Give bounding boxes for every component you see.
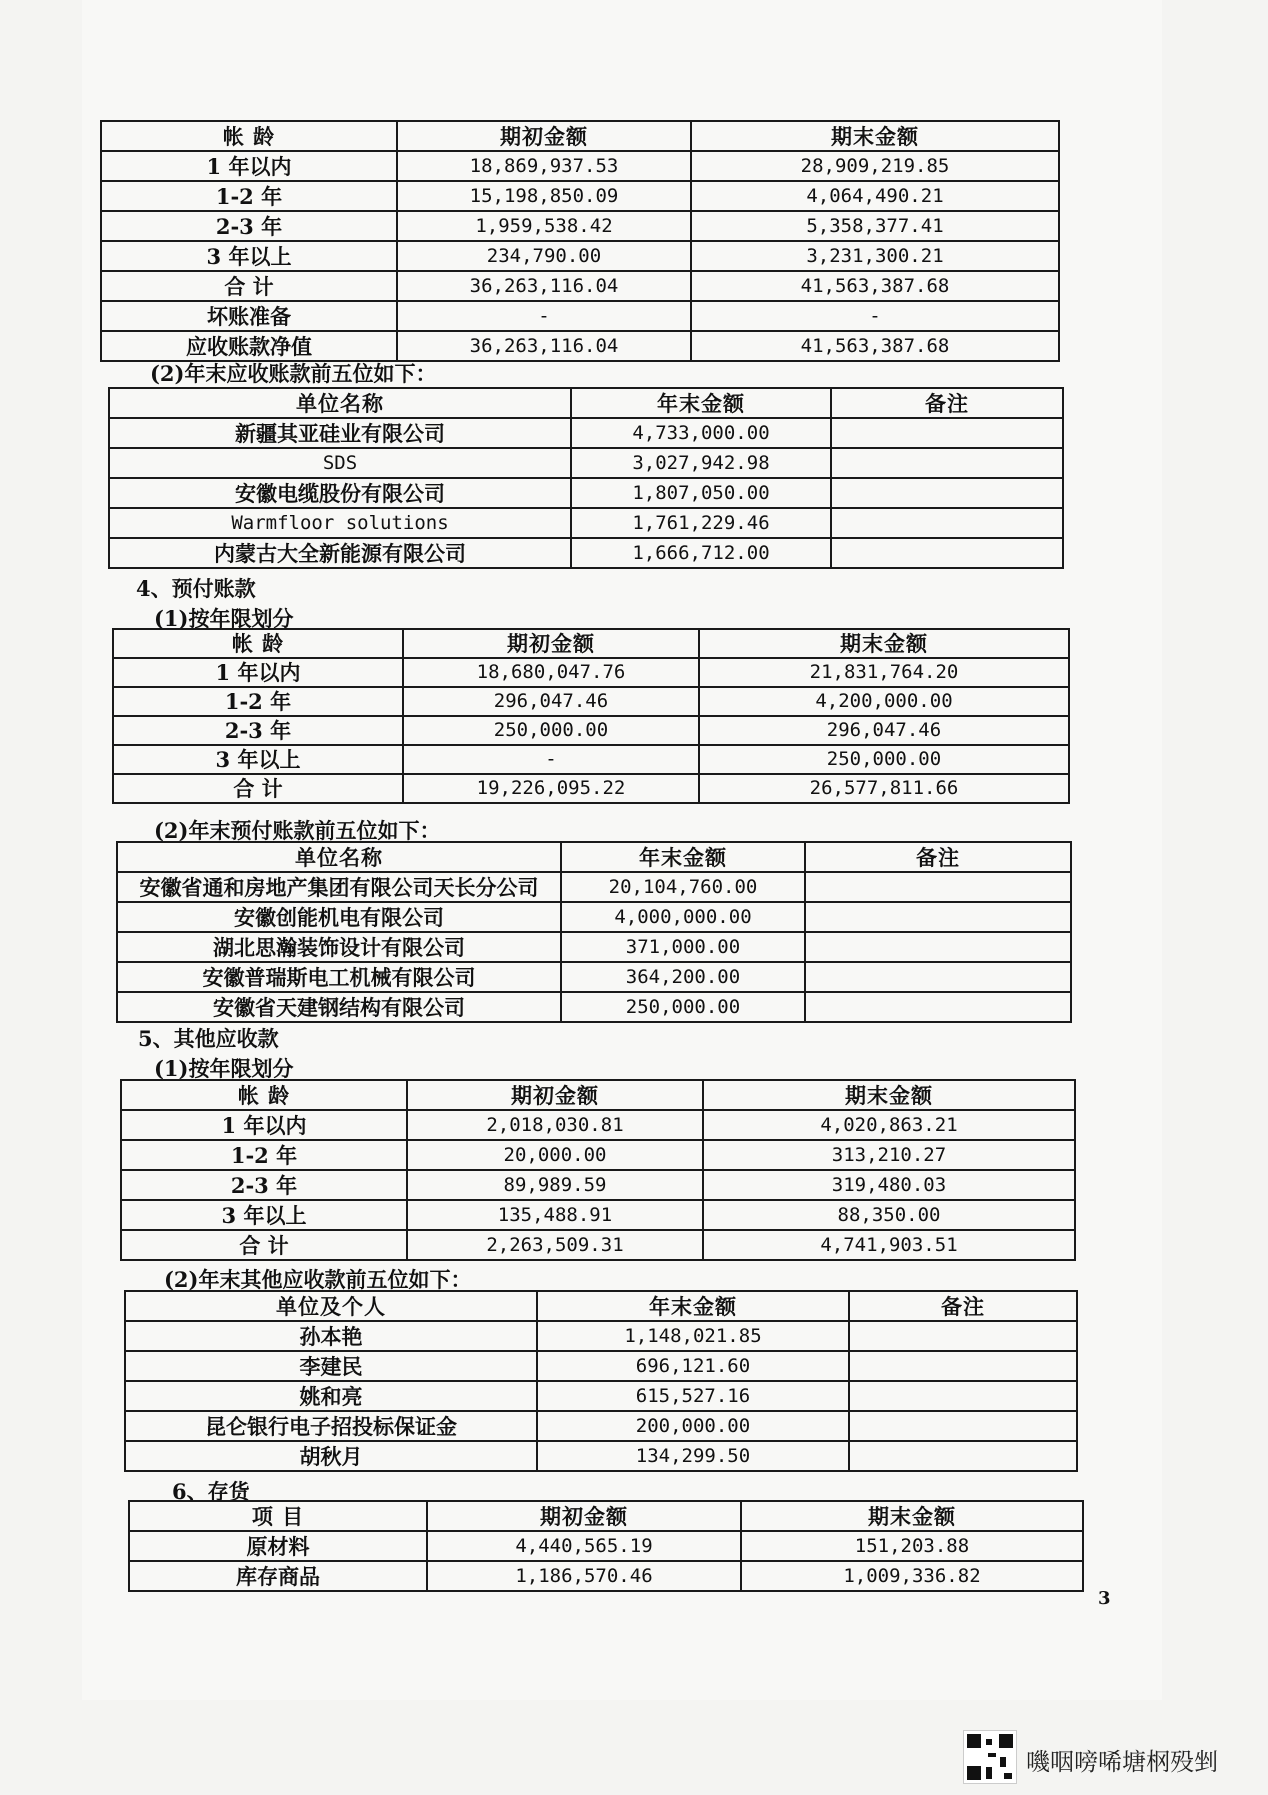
- amount-cell: 21,831,764.20: [699, 658, 1069, 687]
- column-header: 备注: [831, 388, 1063, 418]
- row-label: SDS: [109, 448, 571, 478]
- other-ar-aging-table: [120, 1079, 1076, 1261]
- column-header: 年末金额: [561, 842, 805, 872]
- note-cell: [805, 902, 1071, 932]
- other-ar-top5-table: [124, 1290, 1078, 1472]
- row-label: 2-3 年: [121, 1170, 407, 1200]
- row-label: 2-3 年: [113, 716, 403, 745]
- row-label: 李建民: [125, 1351, 537, 1381]
- amount-cell: 134,299.50: [537, 1441, 849, 1471]
- amount-cell: -: [691, 301, 1059, 331]
- table-header-row: [129, 1501, 1083, 1531]
- table-row: [117, 902, 1071, 932]
- amount-cell: 296,047.46: [403, 687, 699, 716]
- other-ar-section-title: 5、其他应收款: [138, 1026, 279, 1051]
- amount-cell: 4,020,863.21: [703, 1110, 1075, 1140]
- row-label: 安徽省通和房地产集团有限公司天长分公司: [117, 872, 561, 902]
- note-cell: [849, 1321, 1077, 1351]
- row-label: 孙本艳: [125, 1321, 537, 1351]
- amount-cell: 36,263,116.04: [397, 271, 691, 301]
- row-label: 安徽省天建钢结构有限公司: [117, 992, 561, 1022]
- amount-cell: 1,959,538.42: [397, 211, 691, 241]
- amount-cell: 2,263,509.31: [407, 1230, 703, 1260]
- amount-cell: 18,680,047.76: [403, 658, 699, 687]
- amount-cell: 250,000.00: [561, 992, 805, 1022]
- column-header: 期初金额: [407, 1080, 703, 1110]
- amount-cell: 18,869,937.53: [397, 151, 691, 181]
- amount-cell: 89,989.59: [407, 1170, 703, 1200]
- column-header: 期末金额: [699, 629, 1069, 658]
- watermark-text: 嘰咽嗙唏塘㭎殁剉: [1026, 1748, 1218, 1776]
- column-header: 单位名称: [117, 842, 561, 872]
- amount-cell: 36,263,116.04: [397, 331, 691, 361]
- note-cell: [831, 418, 1063, 448]
- row-label: 1 年以内: [113, 658, 403, 687]
- column-header: 期初金额: [403, 629, 699, 658]
- amount-cell: 1,186,570.46: [427, 1561, 741, 1591]
- table-row: [121, 1230, 1075, 1260]
- column-header: 期末金额: [691, 121, 1059, 151]
- amount-cell: 4,741,903.51: [703, 1230, 1075, 1260]
- amount-cell: 41,563,387.68: [691, 331, 1059, 361]
- page-number: 3: [1098, 1588, 1111, 1609]
- column-header: 单位名称: [109, 388, 571, 418]
- column-header: 备注: [849, 1291, 1077, 1321]
- table-row: [101, 271, 1059, 301]
- table-row: [113, 745, 1069, 774]
- row-label: 安徽创能机电有限公司: [117, 902, 561, 932]
- row-label: 1-2 年: [121, 1140, 407, 1170]
- note-cell: [849, 1381, 1077, 1411]
- amount-cell: 364,200.00: [561, 962, 805, 992]
- row-label: 原材料: [129, 1531, 427, 1561]
- table-row: [121, 1200, 1075, 1230]
- table-row: [109, 508, 1063, 538]
- amount-cell: 151,203.88: [741, 1531, 1083, 1561]
- table-row: [109, 538, 1063, 568]
- amount-cell: 1,009,336.82: [741, 1561, 1083, 1591]
- table-header-row: [101, 121, 1059, 151]
- prepay-section-title: 4、预付账款: [136, 576, 256, 601]
- amount-cell: 200,000.00: [537, 1411, 849, 1441]
- table-row: [121, 1110, 1075, 1140]
- column-header: 帐 龄: [101, 121, 397, 151]
- note-cell: [831, 508, 1063, 538]
- table-header-row: [125, 1291, 1077, 1321]
- ar-top5-table: [108, 387, 1064, 569]
- row-label: Warmfloor solutions: [109, 508, 571, 538]
- table-row: [125, 1351, 1077, 1381]
- inventory-table: [128, 1500, 1084, 1592]
- table-row: [113, 774, 1069, 803]
- amount-cell: 296,047.46: [699, 716, 1069, 745]
- table-row: [125, 1381, 1077, 1411]
- amount-cell: 88,350.00: [703, 1200, 1075, 1230]
- amount-cell: 4,000,000.00: [561, 902, 805, 932]
- column-header: 期初金额: [397, 121, 691, 151]
- amount-cell: -: [397, 301, 691, 331]
- column-header: 期初金额: [427, 1501, 741, 1531]
- row-label: 库存商品: [129, 1561, 427, 1591]
- row-label: 3 年以上: [113, 745, 403, 774]
- table-row: [101, 241, 1059, 271]
- amount-cell: 234,790.00: [397, 241, 691, 271]
- amount-cell: 3,027,942.98: [571, 448, 831, 478]
- amount-cell: 26,577,811.66: [699, 774, 1069, 803]
- column-header: 年末金额: [537, 1291, 849, 1321]
- row-label: 合 计: [101, 271, 397, 301]
- prepay-top5-caption: (2)年末预付账款前五位如下：: [154, 818, 441, 843]
- note-cell: [805, 932, 1071, 962]
- column-header: 年末金额: [571, 388, 831, 418]
- note-cell: [805, 992, 1071, 1022]
- row-label: 内蒙古大全新能源有限公司: [109, 538, 571, 568]
- column-header: 期末金额: [703, 1080, 1075, 1110]
- amount-cell: 4,440,565.19: [427, 1531, 741, 1561]
- row-label: 湖北思瀚装饰设计有限公司: [117, 932, 561, 962]
- amount-cell: 1,807,050.00: [571, 478, 831, 508]
- note-cell: [805, 872, 1071, 902]
- prepay-top5-table: [116, 841, 1072, 1023]
- amount-cell: 20,104,760.00: [561, 872, 805, 902]
- other-ar-top5-caption: (2)年末其他应收款前五位如下：: [164, 1267, 472, 1292]
- table-header-row: [109, 388, 1063, 418]
- table-header-row: [117, 842, 1071, 872]
- row-label: 姚和亮: [125, 1381, 537, 1411]
- ar-top5-caption: (2)年末应收账款前五位如下：: [150, 361, 437, 386]
- qr-code-icon: [963, 1730, 1017, 1784]
- column-header: 单位及个人: [125, 1291, 537, 1321]
- prepay-aging-table: [112, 628, 1070, 804]
- table-row: [121, 1140, 1075, 1170]
- table-row: [125, 1411, 1077, 1441]
- inventory-section-title: 6、存货: [172, 1479, 250, 1504]
- amount-cell: 135,488.91: [407, 1200, 703, 1230]
- amount-cell: 1,148,021.85: [537, 1321, 849, 1351]
- table-row: [113, 687, 1069, 716]
- note-cell: [849, 1411, 1077, 1441]
- amount-cell: 41,563,387.68: [691, 271, 1059, 301]
- note-cell: [831, 448, 1063, 478]
- amount-cell: 1,666,712.00: [571, 538, 831, 568]
- table-row: [109, 448, 1063, 478]
- table-row: [101, 331, 1059, 361]
- table-row: [125, 1441, 1077, 1471]
- row-label: 坏账准备: [101, 301, 397, 331]
- column-header: 帐 龄: [113, 629, 403, 658]
- amount-cell: 3,231,300.21: [691, 241, 1059, 271]
- amount-cell: 319,480.03: [703, 1170, 1075, 1200]
- row-label: 3 年以上: [121, 1200, 407, 1230]
- column-header: 备注: [805, 842, 1071, 872]
- other-ar-sub-title: (1)按年限划分: [154, 1056, 294, 1081]
- table-row: [129, 1531, 1083, 1561]
- row-label: 1 年以内: [121, 1110, 407, 1140]
- amount-cell: 4,200,000.00: [699, 687, 1069, 716]
- table-row: [101, 301, 1059, 331]
- amount-cell: 615,527.16: [537, 1381, 849, 1411]
- amount-cell: 1,761,229.46: [571, 508, 831, 538]
- table-row: [101, 151, 1059, 181]
- row-label: 1-2 年: [101, 181, 397, 211]
- table-row: [121, 1170, 1075, 1200]
- table-row: [117, 872, 1071, 902]
- table-row: [125, 1321, 1077, 1351]
- row-label: 安徽电缆股份有限公司: [109, 478, 571, 508]
- row-label: 1-2 年: [113, 687, 403, 716]
- row-label: 合 计: [121, 1230, 407, 1260]
- row-label: 昆仑银行电子招投标保证金: [125, 1411, 537, 1441]
- amount-cell: 19,226,095.22: [403, 774, 699, 803]
- column-header: 期末金额: [741, 1501, 1083, 1531]
- amount-cell: 4,064,490.21: [691, 181, 1059, 211]
- amount-cell: 15,198,850.09: [397, 181, 691, 211]
- row-label: 1 年以内: [101, 151, 397, 181]
- amount-cell: -: [403, 745, 699, 774]
- note-cell: [849, 1441, 1077, 1471]
- note-cell: [849, 1351, 1077, 1381]
- table-row: [101, 211, 1059, 241]
- row-label: 安徽普瑞斯电工机械有限公司: [117, 962, 561, 992]
- amount-cell: 5,358,377.41: [691, 211, 1059, 241]
- table-row: [109, 478, 1063, 508]
- amount-cell: 4,733,000.00: [571, 418, 831, 448]
- table-row: [117, 992, 1071, 1022]
- table-row: [113, 716, 1069, 745]
- amount-cell: 250,000.00: [403, 716, 699, 745]
- row-label: 胡秋月: [125, 1441, 537, 1471]
- row-label: 2-3 年: [101, 211, 397, 241]
- table-row: [117, 932, 1071, 962]
- amount-cell: 371,000.00: [561, 932, 805, 962]
- row-label: 新疆其亚硅业有限公司: [109, 418, 571, 448]
- ar-aging-table: [100, 120, 1060, 362]
- table-row: [101, 181, 1059, 211]
- note-cell: [805, 962, 1071, 992]
- amount-cell: 696,121.60: [537, 1351, 849, 1381]
- table-row: [109, 418, 1063, 448]
- row-label: 合 计: [113, 774, 403, 803]
- column-header: 帐 龄: [121, 1080, 407, 1110]
- amount-cell: 20,000.00: [407, 1140, 703, 1170]
- amount-cell: 28,909,219.85: [691, 151, 1059, 181]
- table-row: [117, 962, 1071, 992]
- table-header-row: [121, 1080, 1075, 1110]
- amount-cell: 250,000.00: [699, 745, 1069, 774]
- table-row: [113, 658, 1069, 687]
- amount-cell: 2,018,030.81: [407, 1110, 703, 1140]
- row-label: 应收账款净值: [101, 331, 397, 361]
- row-label: 3 年以上: [101, 241, 397, 271]
- prepay-sub-title: (1)按年限划分: [154, 606, 294, 631]
- column-header: 项 目: [129, 1501, 427, 1531]
- note-cell: [831, 478, 1063, 508]
- amount-cell: 313,210.27: [703, 1140, 1075, 1170]
- table-header-row: [113, 629, 1069, 658]
- note-cell: [831, 538, 1063, 568]
- table-row: [129, 1561, 1083, 1591]
